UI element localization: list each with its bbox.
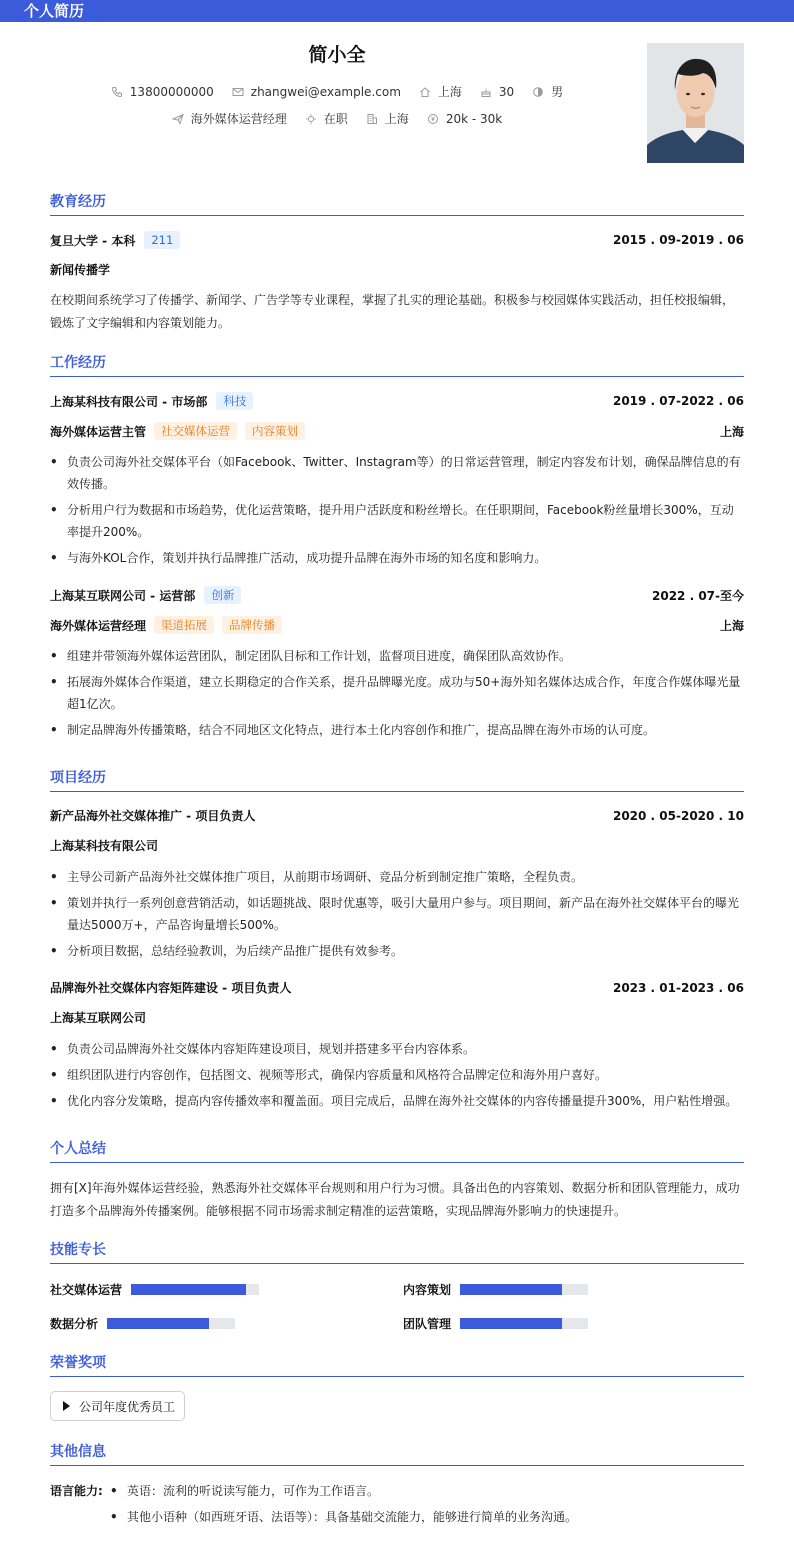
email-address: zhangwei@example.com <box>250 84 401 99</box>
header-bar <box>0 0 794 22</box>
skill-bar <box>460 1284 588 1295</box>
education-description: 在校期间系统学习了传播学、新闻学、广告学等专业课程，掌握了扎实的理论基础。积极参与校园媒体实践活动，担任校报编辑，锻炼了文字编辑和内容策划能力。 <box>50 293 735 330</box>
skill-bar-fill <box>131 1284 246 1295</box>
skill-name: 团队管理 <box>403 1317 452 1331</box>
section-title-skills: 技能专长 <box>50 1241 744 1264</box>
status-text: 在职 <box>323 112 348 126</box>
skill-item <box>403 1315 588 1332</box>
skill-item <box>50 1281 259 1298</box>
project-company-row-2 <box>50 1009 744 1026</box>
work-position-row-2 <box>50 616 744 634</box>
work-bullet: • 负责公司海外社交媒体平台（如Facebook、Twitter、Instagram等）的日常运营管理，制定内容发布计划，确保品牌信息的有效传播。 <box>50 451 744 495</box>
phone-info <box>111 85 214 99</box>
work-tag: 创新 <box>204 586 241 604</box>
school-tag: 211 <box>144 231 180 249</box>
send-icon <box>172 113 184 125</box>
skill-item <box>403 1281 588 1298</box>
project-date: 2020 . 05-2020 . 10 <box>612 808 744 823</box>
section-title-projects: 项目经历 <box>50 769 744 792</box>
target-city-info <box>366 110 409 127</box>
project-bullet: • 策划并执行一系列创意营销活动，如话题挑战、限时优惠等，吸引大量用户参与。项目期间，新产品在海外社交媒体平台的曝光量达5000万+，产品咨询量增长500%。 <box>50 892 744 936</box>
age-info <box>480 85 514 99</box>
work-tag: 科技 <box>216 392 253 410</box>
header-title: 个人简历 <box>24 2 85 20</box>
work-date: 2022 . 07-至今 <box>652 588 744 603</box>
gender-info <box>532 83 563 100</box>
language-label: 语言能力: <box>50 1484 103 1498</box>
phone-icon <box>111 86 123 98</box>
language-item: • 其他小语种（如西班牙语、法语等）：具备基础交流能力，能够进行简单的业务沟通。 <box>110 1506 744 1528</box>
section-title-work: 工作经历 <box>50 354 744 377</box>
target-position-info <box>172 110 287 127</box>
project-bullet: • 优化内容分发策略，提高内容传播效率和覆盖面。项目完成后，品牌在海外社交媒体的内容传播量提升300%，用户粘性增强。 <box>50 1090 744 1112</box>
target-city-text: 上海 <box>384 112 409 126</box>
project-bullet: • 分析项目数据，总结经验教训，为后续产品推广提供有效参考。 <box>50 940 744 962</box>
section-title-education: 教育经历 <box>50 193 744 216</box>
salary-text: 20k - 30k <box>445 111 503 126</box>
project-title: 品牌海外社交媒体内容矩阵建设 - 项目负责人 <box>50 981 292 995</box>
work-bullet: • 与海外KOL合作，策划并执行品牌推广活动，成功提升品牌在海外市场的知名度和影响力。 <box>50 547 744 569</box>
building-icon <box>366 113 378 125</box>
caret-right-icon <box>63 1401 70 1411</box>
work-header-2 <box>50 586 744 604</box>
salary-icon <box>427 113 439 125</box>
skill-bar-fill <box>107 1318 209 1329</box>
skill-name: 数据分析 <box>50 1317 99 1331</box>
status-icon <box>305 113 317 125</box>
project-bullet: • 负责公司品牌海外社交媒体内容矩阵建设项目，规划并搭建多平台内容体系。 <box>50 1038 744 1060</box>
work-position-row-1 <box>50 422 744 440</box>
work-bullet: • 组建并带领海外媒体运营团队，制定团队目标和工作计划，监督项目进度，确保团队高效协作。 <box>50 645 744 667</box>
education-date: 2015 . 09-2019 . 06 <box>612 233 744 247</box>
email-info <box>232 85 401 99</box>
project-company: 上海某互联网公司 <box>50 1011 147 1025</box>
summary-text: 拥有[X]年海外媒体运营经验，熟悉海外社交媒体平台规则和用户行为习惯。具备出色的内容策划、数据分析和团队管理能力，成功打造多个品牌海外传播案例。能够根据不同市场需求制定精准的运营策略，实现品牌海外影响力的快速提升。 <box>50 1181 740 1218</box>
skill-bar-fill <box>460 1318 562 1329</box>
skill-bar <box>131 1284 259 1295</box>
work-company: 上海某互联网公司 - 运营部 <box>50 588 196 603</box>
skill-name: 社交媒体运营 <box>50 1283 123 1297</box>
honor-toggle-button[interactable] <box>50 1391 185 1421</box>
school-name: 复旦大学 - 本科 <box>50 233 136 248</box>
cake-icon <box>480 86 492 98</box>
skill-bar <box>460 1318 588 1329</box>
status-info <box>305 110 348 127</box>
work-bullet: • 分析用户行为数据和市场趋势，优化运营策略，提升用户活跃度和粉丝增长。在任职期间，Facebook粉丝量增长300%，互动率提升200%。 <box>50 499 744 543</box>
section-title-summary: 个人总结 <box>50 1140 744 1163</box>
language-item: • 英语：流利的听说读写能力，可作为工作语言。 <box>110 1480 744 1502</box>
project-header-1 <box>50 807 744 824</box>
work-city: 上海 <box>719 424 744 439</box>
target-position-text: 海外媒体运营经理 <box>190 112 287 126</box>
salary-info <box>427 112 502 126</box>
section-title-other: 其他信息 <box>50 1443 744 1466</box>
education-major-row <box>50 261 744 278</box>
project-header-2 <box>50 979 744 996</box>
work-company: 上海某科技有限公司 - 市场部 <box>50 394 208 409</box>
skill-tag: 社交媒体运营 <box>154 422 237 440</box>
skill-bar-fill <box>460 1284 562 1295</box>
location-info <box>419 83 462 100</box>
project-date: 2023 . 01-2023 . 06 <box>612 980 744 995</box>
skill-tag: 品牌传播 <box>222 616 282 634</box>
gender-text: 男 <box>551 85 564 99</box>
gender-icon <box>532 86 544 98</box>
contact-row <box>0 83 674 100</box>
section-title-honors: 荣誉奖项 <box>50 1354 744 1377</box>
skill-tag: 渠道拓展 <box>154 616 214 634</box>
job-intent-row <box>0 110 674 127</box>
work-position: 海外媒体运营经理 <box>50 618 147 633</box>
work-position: 海外媒体运营主管 <box>50 424 147 439</box>
project-company: 上海某科技有限公司 <box>50 839 159 853</box>
candidate-name: 简小全 <box>308 44 366 66</box>
skill-item <box>50 1315 235 1332</box>
honor-label: 公司年度优秀员工 <box>79 1399 176 1414</box>
project-title: 新产品海外社交媒体推广 - 项目负责人 <box>50 809 256 823</box>
education-header <box>50 231 744 249</box>
skill-bar <box>107 1318 235 1329</box>
location-text: 上海 <box>437 85 462 99</box>
project-company-row-1 <box>50 837 744 854</box>
work-bullet: • 拓展海外媒体合作渠道，建立长期稳定的合作关系，提升品牌曝光度。成功与50+海外知名媒体达成合作，年度合作媒体曝光量超1亿次。 <box>50 671 744 715</box>
work-header-1 <box>50 392 744 410</box>
work-bullet: • 制定品牌海外传播策略，结合不同地区文化特点，进行本土化内容创作和推广，提高品牌在海外市场的认可度。 <box>50 719 744 741</box>
mail-icon <box>232 86 244 98</box>
phone-number: 13800000000 <box>129 84 214 99</box>
skill-tag: 内容策划 <box>245 422 305 440</box>
project-bullet: • 组织团队进行内容创作，包括图文、视频等形式，确保内容质量和风格符合品牌定位和海外用户喜好。 <box>50 1064 744 1086</box>
home-icon <box>419 86 431 98</box>
education-major: 新闻传播学 <box>50 263 111 277</box>
age-text: 30 <box>498 84 515 99</box>
work-city: 上海 <box>719 618 744 633</box>
profile-photo <box>647 43 744 163</box>
work-date: 2019 . 07-2022 . 06 <box>612 394 744 408</box>
skill-name: 内容策划 <box>403 1283 452 1297</box>
project-bullet: • 主导公司新产品海外社交媒体推广项目，从前期市场调研、竞品分析到制定推广策略，全程负责。 <box>50 866 744 888</box>
